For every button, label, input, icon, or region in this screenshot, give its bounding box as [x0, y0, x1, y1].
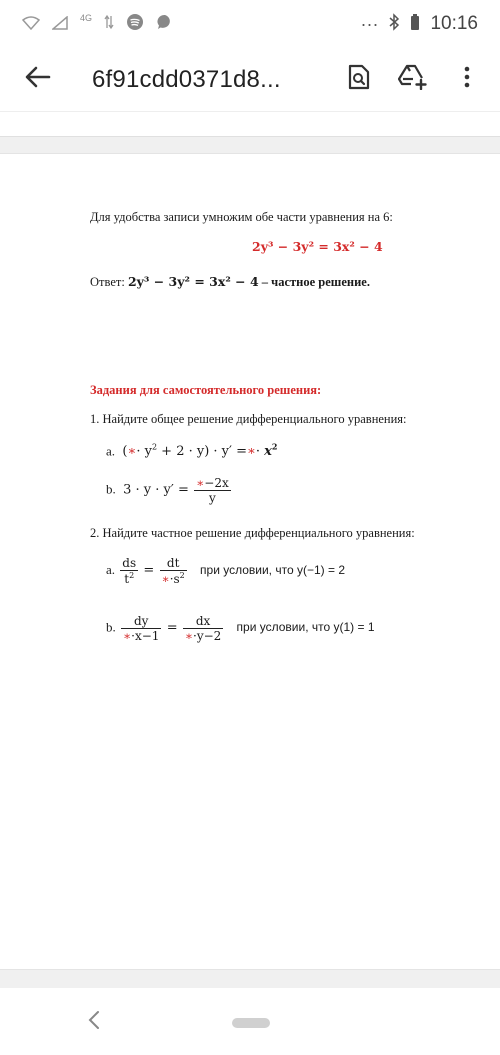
app-bar	[0, 48, 500, 112]
more-options-button[interactable]	[440, 53, 494, 107]
task2b-label: b.	[106, 619, 116, 635]
back-arrow-icon	[25, 66, 51, 93]
data-arrows-icon	[104, 14, 114, 35]
task2a-left-fraction: $\frac{ds}{t^2}$	[122, 556, 137, 586]
document-viewer[interactable]	[0, 113, 500, 988]
battery-icon	[410, 13, 420, 36]
task2-text: 2. Найдите частное решение дифференциального уравнения:	[90, 526, 415, 540]
equation-multiplied: 2y³ − 3y² = 3x² − 4	[252, 239, 383, 254]
task1-text: 1. Найдите общее решение дифференциального уравнения:	[90, 412, 407, 426]
task2a: a. $\frac{ds}{t^2}$ = $\frac{dt}{∗\cdot s^2}$ при условии, что y(−1) = 2	[106, 556, 345, 586]
task2a-right-fraction: $\frac{dt}{∗\cdot s^2}$	[161, 556, 185, 586]
task2a-condition: при условии, что y(−1) = 2	[200, 562, 345, 577]
add-to-drive-icon	[398, 64, 428, 95]
previous-page	[0, 113, 500, 137]
clock: 10:16	[430, 13, 478, 34]
task2b: b. $\frac{dy}{∗\cdot x-1}$ = $\frac{dx}{∗\cdot y-2}$ при условии, что y(1) = 1	[106, 614, 375, 643]
wifi-icon	[22, 14, 40, 35]
intro-text: Для удобства записи умножим обе части уравнения на 6:	[90, 210, 393, 224]
search-in-document-button[interactable]	[332, 53, 386, 107]
network-type: 4G	[80, 13, 93, 23]
answer-equation: 2y³ − 3y² = 3x² − 4	[127, 274, 259, 289]
task1b-label: b.	[106, 481, 116, 497]
task1b-formula: 3 · y · y′ =	[119, 482, 189, 498]
task2b-left-fraction: $\frac{dy}{∗\cdot x-1}$	[123, 614, 160, 643]
task2b-condition: при условии, что y(1) = 1	[236, 620, 375, 635]
spotify-icon	[126, 13, 144, 36]
home-pill[interactable]	[232, 1018, 270, 1028]
task1b-fraction: $\frac{∗-2x}{y}$	[196, 476, 229, 505]
more-vert-icon	[464, 66, 470, 93]
task1a-label: a.	[106, 443, 116, 459]
back-button[interactable]	[10, 52, 66, 108]
task1a	[106, 442, 277, 459]
bluetooth-icon	[388, 13, 400, 36]
task2b-right-fraction: $\frac{dx}{∗\cdot y-2}$	[184, 614, 222, 643]
task1b	[106, 476, 233, 505]
chat-icon	[156, 13, 174, 36]
answer-line	[90, 274, 370, 290]
task2a-label: a.	[106, 561, 116, 577]
add-to-drive-button[interactable]	[386, 53, 440, 107]
navigation-bar	[0, 988, 500, 1055]
chevron-left-icon	[88, 1017, 100, 1034]
status-bar	[0, 0, 500, 48]
answer-label: Ответ:	[90, 275, 128, 289]
document-page	[0, 153, 500, 970]
search-doc-icon	[347, 64, 371, 95]
task1a-formula: (∗· $y^2 + 2 \cdot y) \cdot y'$ =∗· $x^2$	[118, 442, 278, 460]
system-back-button[interactable]	[88, 1010, 108, 1032]
signal-icon	[52, 14, 68, 35]
tasks-heading: Задания для самостоятельного решения:	[90, 383, 322, 397]
answer-suffix: – частное решение.	[258, 275, 370, 289]
overflow-dots: ···	[360, 13, 379, 34]
document-title: 6f91cdd0371d8...	[92, 65, 281, 93]
